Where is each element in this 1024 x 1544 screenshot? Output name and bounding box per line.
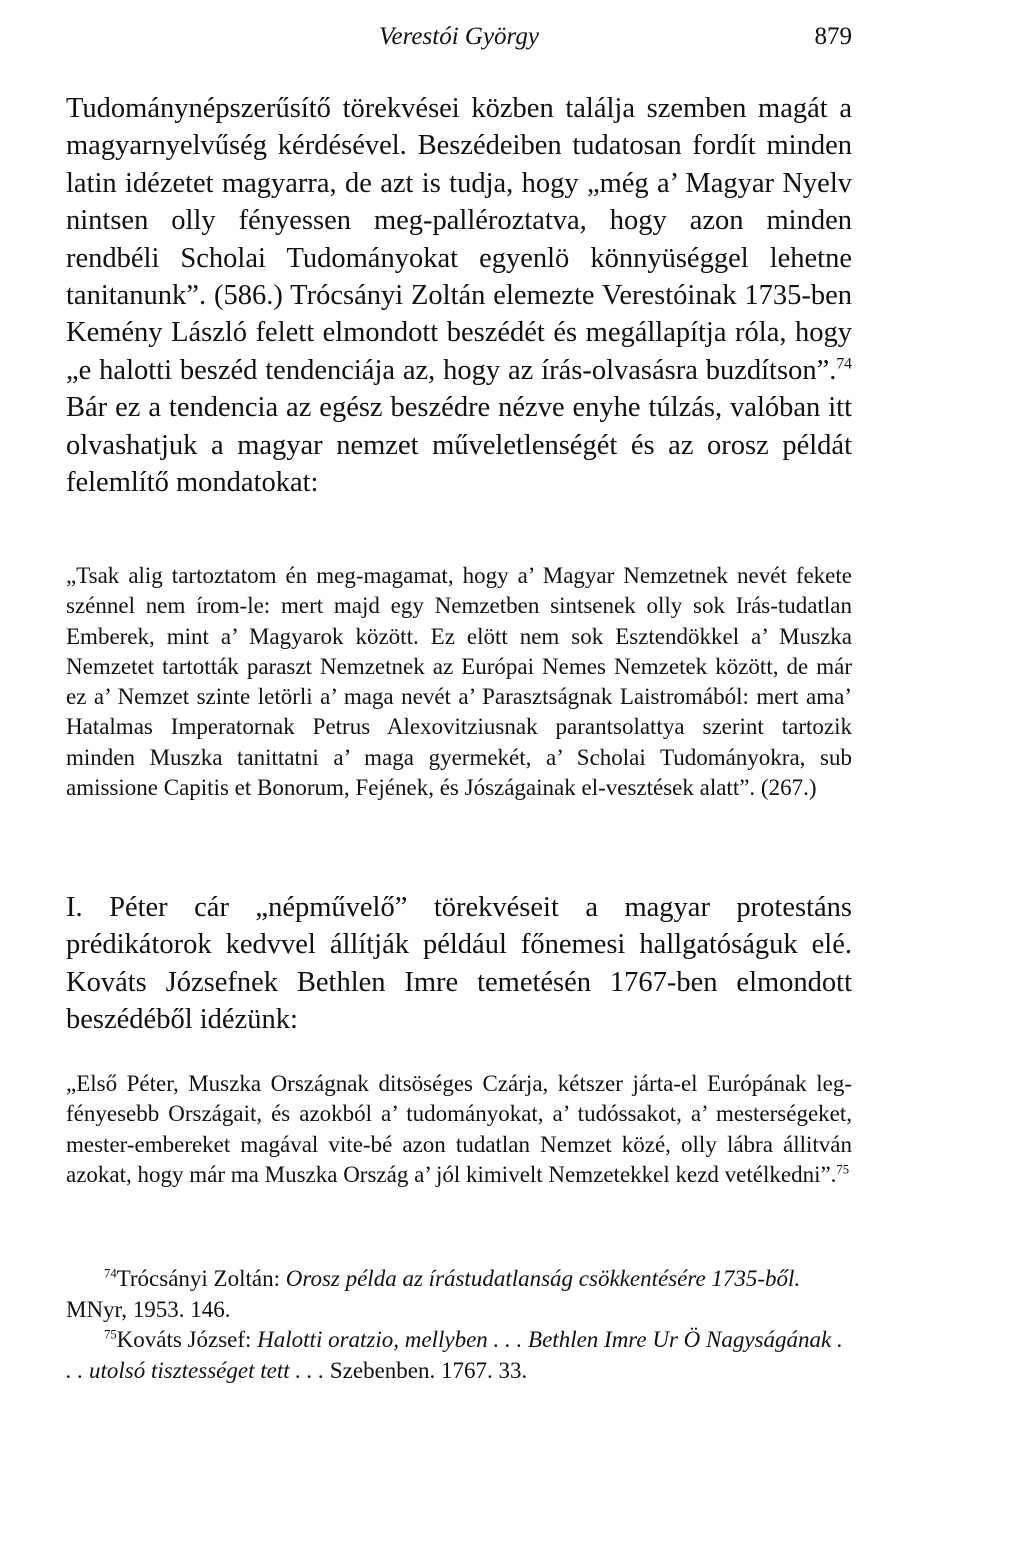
footnote-source: Szebenben. 1767. 33. xyxy=(324,1357,528,1383)
footnote-author: Kováts József: xyxy=(116,1327,258,1352)
page-number: 879 xyxy=(814,23,852,50)
footnote-75 xyxy=(66,1325,852,1386)
footnote-number: 75 xyxy=(104,1327,117,1342)
footnote-author: Trócsányi Zoltán: xyxy=(116,1266,286,1291)
block-quote-1: „Tsak alig tartoztatom én meg-magamat, hogy a’ Magyar Nemzetnek nevét fekete szénnel nem írom-le: mert majd egy Nemzetben sintsenek olly sok Irás-tudatlan Emberek, mint a’ Magyarok között. Ez elött nem sok Esztendökkel a’ Muszka Nemzetet tartották paraszt Nemzetnek az Európai Nemes Nemzetek között, de már ez a’ Nemzet szinte letörli a’ maga nevét a’ Parasztságnak Laistromából: mert ama’ Hatalmas Imperatornak Petrus Alexovitziusnak parantsolattya szerint tartozik minden Muszka tanittatni a’ maga gyermekét, a’ Scholai Tudományokra, sub amissione Capitis et Bonorum, Fejének, és Jószágainak el-vesztések alatt”. (267.) xyxy=(66,563,852,801)
footnote-title: Halotti oratzio, mellyben . . . Bethlen Imre Ur Ö Nagyságának . . . utolsó tisztességet tett . . . xyxy=(66,1327,843,1383)
footnote-source: MNyr, 1953. 146. xyxy=(66,1296,231,1322)
footnote-74 xyxy=(66,1264,852,1325)
body-paragraph-1-text-a: Tudománynépszerűsítő törekvései közben találja szemben magát a magyarnyelvűség kérdésével. Beszédeiben tudatosan fordít minden latin idézetet magyarra, de azt is tudja, hogy „még a’ Magyar Nyelv nintsen olly fényessen meg-palléroztatva, hogy azon minden rendbéli Scholai Tudományokat egyenlö könnyüséggel lehetne tanitanunk”. (586.) Trócsányi Zoltán elemezte Verestóinak 1735-ben Kemény László felett elmondott beszédét és megállapítja róla, hogy „e halotti beszéd tendenciája az, hogy az írás-olvasásra buzdítson”. xyxy=(66,93,852,386)
footnote-title: Orosz példa az írástudatlanság csökkentésére 1735-ből. xyxy=(285,1266,801,1291)
block-quote-2-text: „Első Péter, Muszka Országnak ditsöséges Czárja, kétszer járta-el Európának leg-fényesebb Országait, és azokból a’ tudományokat, a’ tudóssakot, a’ mesterségeket, mester-embereket magával vite-bé azon tudatlan Nemzet közé, olly lábra állitván azokat, hogy már ma Muszka Ország a’ jól kimivelt Nemzetekkel kezd vetélkedni”. xyxy=(66,1071,852,1187)
running-head xyxy=(66,20,852,54)
running-title: Verestói György xyxy=(379,23,539,50)
footnotes xyxy=(66,1264,852,1386)
footnote-ref-75: 75 xyxy=(836,1162,850,1177)
footnote-ref-74: 74 xyxy=(836,355,852,373)
footnote-number: 74 xyxy=(104,1266,117,1281)
body-paragraph-2: I. Péter cár „népművelő” törekvéseit a magyar protestáns prédikátorok kedvvel állítják például főnemesi hallgatóságuk elé. Kováts Józsefnek Bethlen Imre temetésén 1767-ben elmondott beszédéből idézünk: xyxy=(66,892,852,1036)
body-paragraph-1-text-b: Bár ez a tendencia az egész beszédre nézve enyhe túlzás, valóban itt olvashatjuk a magyar nemzet műveletlenségét és az orosz példát felemlítő mondatokat: xyxy=(66,392,852,499)
block-quote-2 xyxy=(66,1069,852,1190)
body-paragraph-1 xyxy=(66,90,852,501)
